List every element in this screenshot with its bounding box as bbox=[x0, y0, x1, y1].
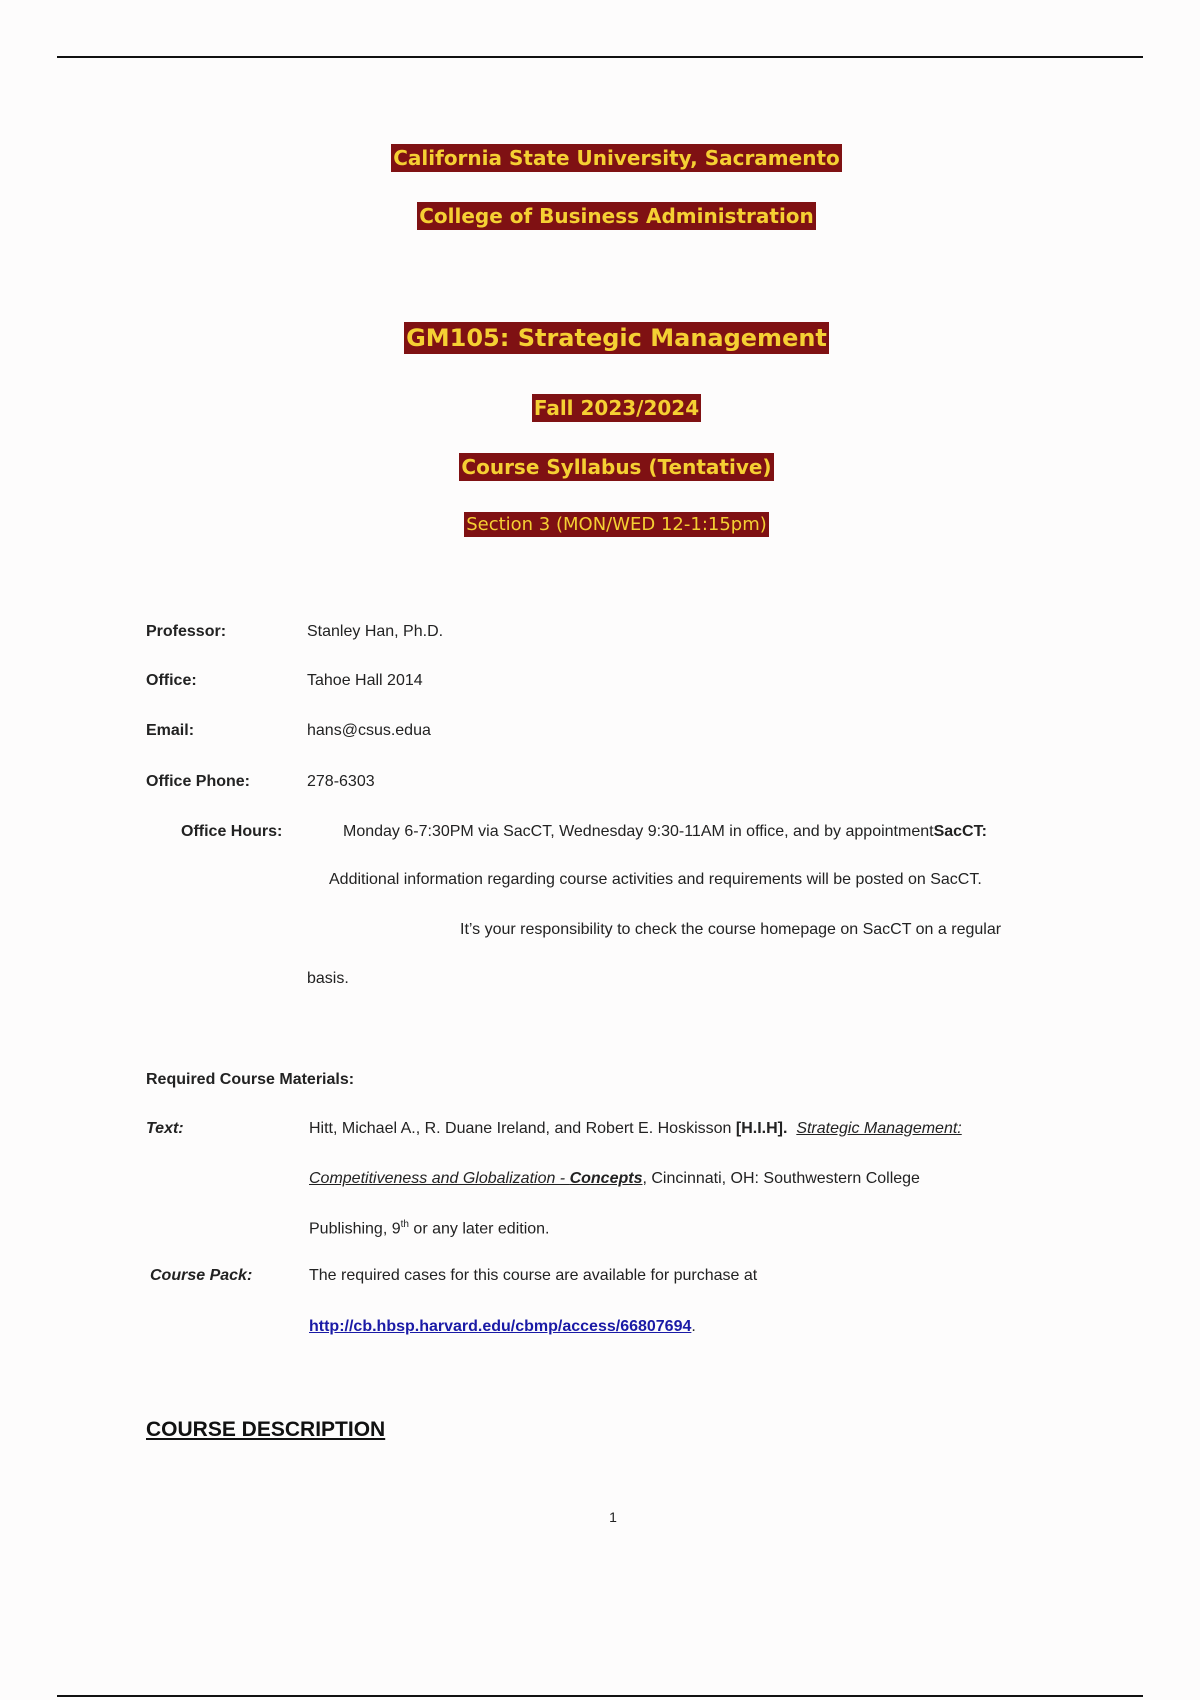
page-number: 1 bbox=[609, 1509, 617, 1525]
syllabus-title: Course Syllabus (Tentative) bbox=[461, 455, 772, 479]
course-pack-link-line: http://cb.hbsp.harvard.edu/cbmp/access/66807694. bbox=[309, 1318, 696, 1335]
university-title: California State University, Sacramento bbox=[393, 146, 840, 170]
phone-value: 278-6303 bbox=[307, 773, 375, 790]
course-pack-label: Course Pack: bbox=[150, 1267, 253, 1284]
text-line-3: Publishing, 9th or any later edition. bbox=[309, 1219, 550, 1238]
professor-label: Professor: bbox=[146, 623, 227, 640]
email-value: hans@csus.edua bbox=[307, 722, 431, 739]
email-label: Email: bbox=[146, 722, 195, 739]
course-description-heading: COURSE DESCRIPTION bbox=[146, 1418, 386, 1441]
office-value: Tahoe Hall 2014 bbox=[307, 672, 423, 689]
course-pack-line: The required cases for this course are available for purchase at bbox=[309, 1267, 758, 1284]
top-rule bbox=[57, 56, 1143, 58]
term-title: Fall 2023/2024 bbox=[533, 396, 700, 420]
hours-label: Office Hours: bbox=[181, 823, 283, 840]
text-label: Text: bbox=[146, 1120, 184, 1137]
professor-value: Stanley Han, Ph.D. bbox=[307, 623, 444, 640]
bottom-rule bbox=[57, 1695, 1143, 1697]
text-line-2: Competitiveness and Globalization - Concepts, Cincinnati, OH: Southwestern College bbox=[309, 1170, 920, 1187]
hours-value: Monday 6-7:30PM via SacCT, Wednesday 9:30-11AM in office, and by appointmentSacCT: bbox=[343, 823, 987, 840]
text-line-1: Hitt, Michael A., R. Duane Ireland, and Robert E. Hoskisson [H.I.H]. Strategic Management: bbox=[309, 1120, 962, 1137]
sacct-line-2: It’s your responsibility to check the course homepage on SacCT on a regular bbox=[460, 921, 1002, 938]
section-title: Section 3 (MON/WED 12-1:15pm) bbox=[466, 514, 767, 535]
college-title: College of Business Administration bbox=[419, 204, 814, 228]
course-title: GM105: Strategic Management bbox=[406, 324, 827, 352]
phone-label: Office Phone: bbox=[146, 773, 251, 790]
sacct-line-1: Additional information regarding course activities and requirements will be posted on SacCT. bbox=[329, 871, 982, 888]
course-pack-link[interactable]: http://cb.hbsp.harvard.edu/cbmp/access/66807694 bbox=[309, 1318, 692, 1335]
sacct-label: SacCT: bbox=[933, 823, 987, 840]
materials-heading: Required Course Materials: bbox=[146, 1071, 355, 1088]
sacct-line-3: basis. bbox=[307, 970, 349, 987]
office-label: Office: bbox=[146, 672, 197, 689]
